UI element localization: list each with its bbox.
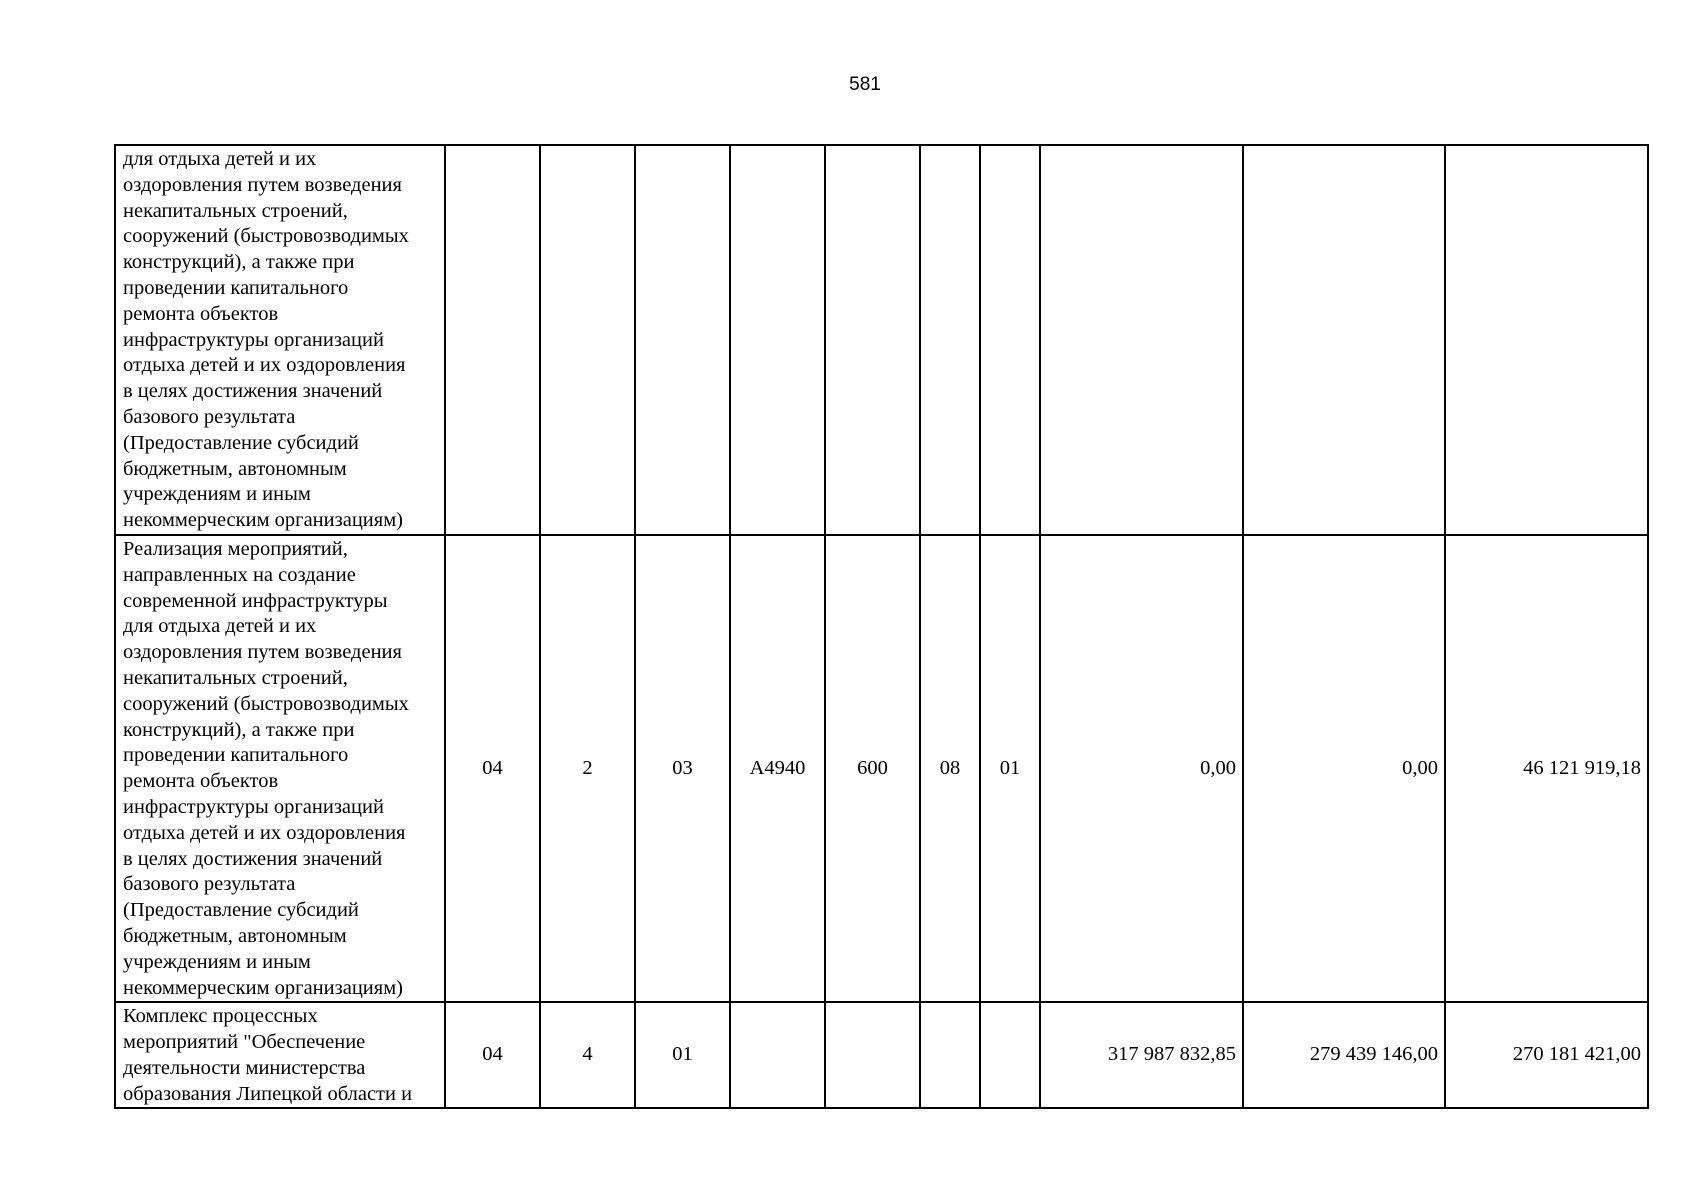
amount-year1-cell: 0,00 [1040, 535, 1243, 1002]
amount-year1-cell: 317 987 832,85 [1040, 1002, 1243, 1108]
direction-code-cell [730, 1002, 825, 1108]
page-number: 581 [849, 74, 881, 95]
direction-code-cell: А4940 [730, 535, 825, 1002]
expense-type-cell [825, 145, 920, 535]
subsection-cell [980, 145, 1040, 535]
amount-year1-cell [1040, 145, 1243, 535]
subsection-cell: 01 [980, 535, 1040, 1002]
row-description: Комплекс процессных мероприятий "Обеспечение деятельности министерства образования Липецкой области и [115, 1002, 445, 1108]
section-cell: 08 [920, 535, 980, 1002]
row-description: для отдыха детей и их оздоровления путем возведения некапитальных строений, сооружений (быстровозводимых конструкций), а также при проведении капитального ремонта объектов инфраструктуры организаций отдыха детей и их оздоровления в целях достижения значений базового результата (Предоставление субсидий бюджетным, автономным учреждениям и иным некоммерческим организациям) [115, 145, 445, 535]
section-cell [920, 145, 980, 535]
subsection-cell [980, 1002, 1040, 1108]
program-code-cell: 04 [445, 1002, 540, 1108]
section-cell [920, 1002, 980, 1108]
event-code-cell [635, 145, 730, 535]
row-description: Реализация мероприятий, направленных на создание современной инфраструктуры для отдыха детей и их оздоровления путем возведения некапитальных строений, сооружений (быстровозводимых конструкций), а также при проведении капитального ремонта объектов инфраструктуры организаций отдыха детей и их оздоровления в целях достижения значений базового результата (Предоставление субсидий бюджетным, автономным учреждениям и иным некоммерческим организациям) [115, 535, 445, 1002]
expense-type-cell: 600 [825, 535, 920, 1002]
amount-year2-cell [1243, 145, 1445, 535]
amount-year3-cell [1445, 145, 1648, 535]
event-code-cell: 03 [635, 535, 730, 1002]
direction-code-cell [730, 145, 825, 535]
program-code-cell: 04 [445, 535, 540, 1002]
table-row [115, 145, 1648, 535]
amount-year2-cell: 0,00 [1243, 535, 1445, 1002]
subprogram-code-cell [540, 145, 635, 535]
expense-type-cell [825, 1002, 920, 1108]
budget-table [114, 144, 1649, 1109]
event-code-cell: 01 [635, 1002, 730, 1108]
program-code-cell [445, 145, 540, 535]
subprogram-code-cell: 2 [540, 535, 635, 1002]
table-row [115, 1002, 1648, 1108]
amount-year3-cell: 270 181 421,00 [1445, 1002, 1648, 1108]
amount-year3-cell: 46 121 919,18 [1445, 535, 1648, 1002]
amount-year2-cell: 279 439 146,00 [1243, 1002, 1445, 1108]
subprogram-code-cell: 4 [540, 1002, 635, 1108]
table-row [115, 535, 1648, 1002]
